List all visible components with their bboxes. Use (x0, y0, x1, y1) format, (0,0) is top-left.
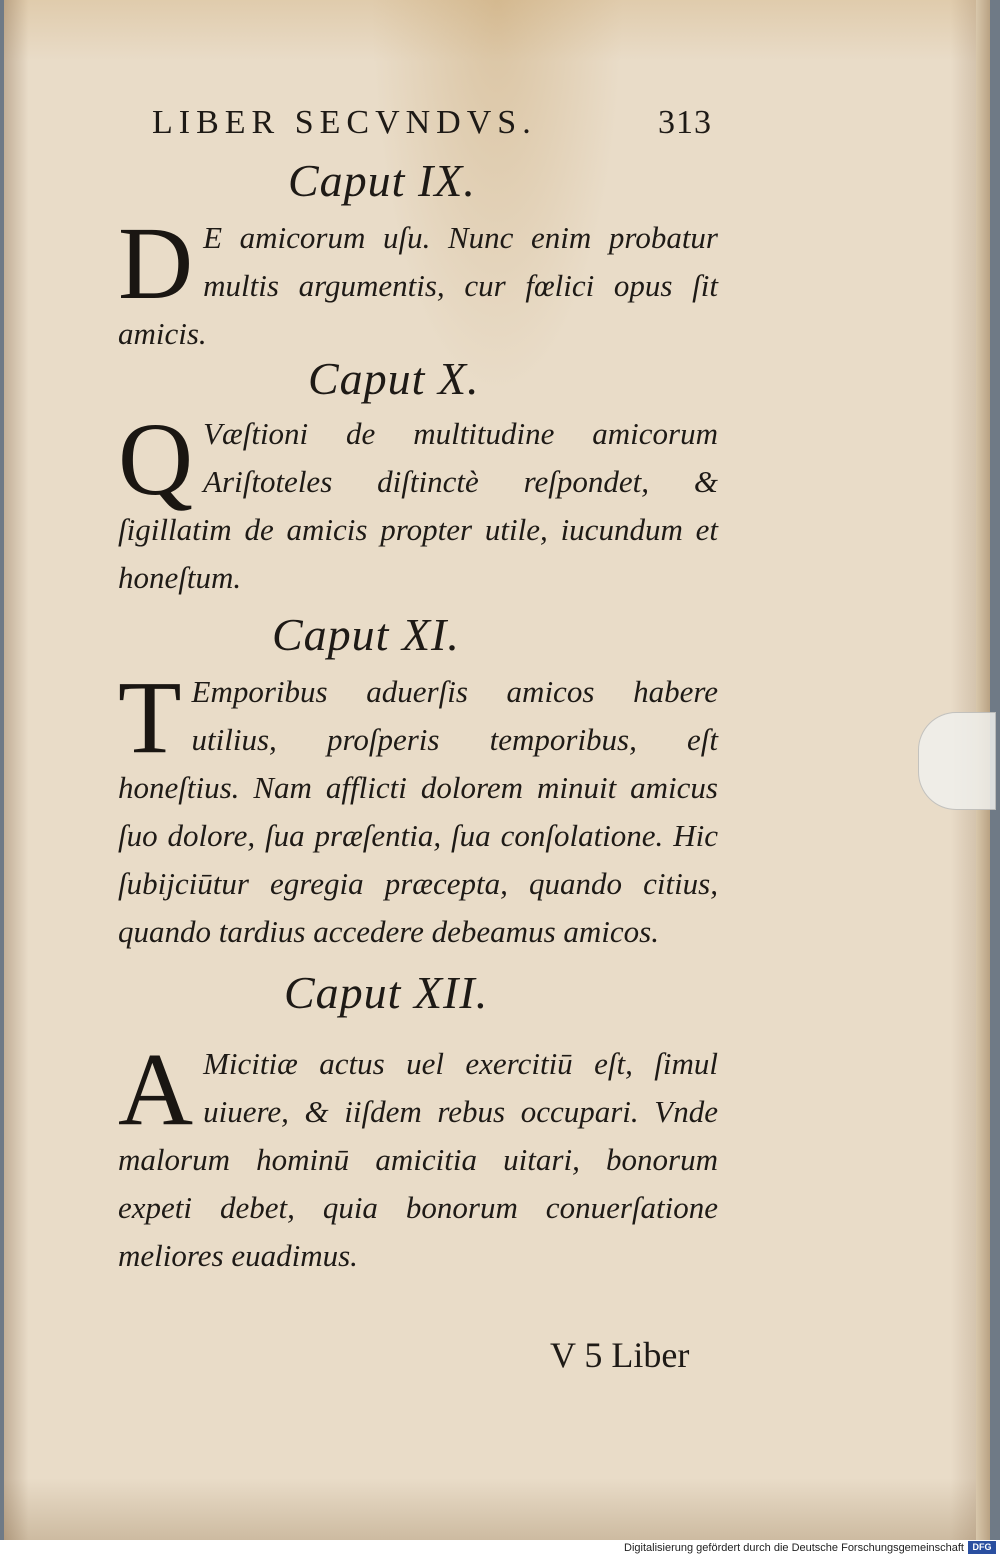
drop-cap-initial: A (118, 1032, 194, 1147)
chapter-heading-11: Caput XI. (272, 609, 460, 660)
catchword: V 5 Liber (550, 1335, 690, 1375)
bookmark-tab (918, 712, 996, 810)
digitization-credit: Digitalisierung gefördert durch die Deutsche Forschungsgemeinschaft (624, 1542, 964, 1554)
chapter-heading-9: Caput IX. (288, 155, 476, 206)
chapter-12-text: Micitiæ actus uel exercitiū eſt, ſimul uiuere, & iiſdem rebus occupari. Vnde malorum hominū amicitia uitari, bonorum expeti debet, quia bonorum conuerſatione meliores euadimus. (118, 1046, 718, 1273)
drop-cap-initial: D (118, 206, 194, 321)
chapter-11-paragraph (118, 660, 718, 956)
page-number: 313 (658, 104, 712, 141)
chapter-9-text: E amicorum uſu. Nunc enim probatur multis argumentis, cur fœlici opus ſit amicis. (118, 220, 718, 351)
chapter-12-paragraph (118, 1032, 718, 1280)
chapter-11-text: Emporibus aduerſis amicos habere utilius, proſperis temporibus, eſt honeſtius. Nam afflicti dolorem minuit amicus ſuo dolore, ſua præſentia, ſua conſolatione. Hic ſubijciūtur egregia præcepta, quando citius, quando tardius accedere debeamus amicos. (118, 674, 718, 949)
book-page (4, 0, 990, 1540)
chapter-10-text: Væſtioni de multitudine amicorum Ariſtoteles diſtinctè reſpondet, & ſigillatim de amicis propter utile, iucundum et honeſtum. (118, 416, 718, 595)
drop-cap-initial: T (118, 660, 182, 775)
dfg-logo-icon: DFG (968, 1541, 996, 1554)
running-head-title: LIBER SECVNDVS. (152, 104, 537, 141)
chapter-10-paragraph (118, 402, 718, 602)
chapter-9-paragraph (118, 206, 718, 358)
chapter-heading-10: Caput X. (308, 353, 480, 404)
drop-cap-initial: Q (118, 402, 194, 517)
running-head (152, 104, 712, 142)
chapter-heading-12: Caput XII. (284, 967, 489, 1018)
